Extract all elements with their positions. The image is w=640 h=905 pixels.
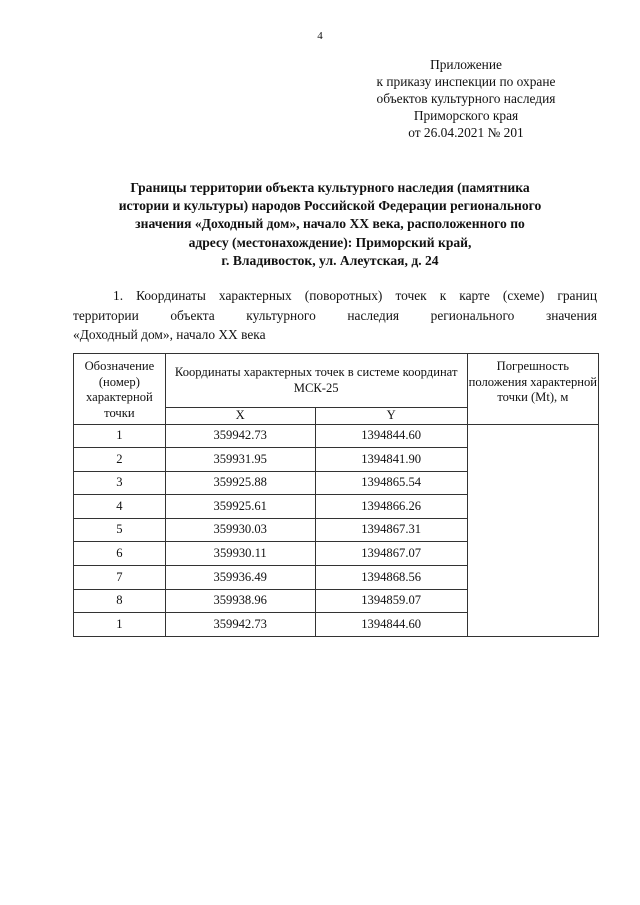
y-coordinate-cell: 1394844.60 <box>315 613 467 637</box>
y-header: Y <box>315 408 467 425</box>
x-coordinate-cell: 359931.95 <box>165 448 315 472</box>
error-header: Погрешность положения характерной точки (Mt), м <box>467 354 598 425</box>
y-coordinate-cell: 1394865.54 <box>315 471 467 495</box>
y-coordinate-cell: 1394841.90 <box>315 448 467 472</box>
document-title <box>80 179 580 270</box>
y-coordinate-cell: 1394844.60 <box>315 424 467 448</box>
title-line: Границы территории объекта культурного наследия (памятника <box>130 180 530 195</box>
point-number-cell: 6 <box>74 542 166 566</box>
y-coordinate-cell: 1394866.26 <box>315 495 467 519</box>
appendix-line: объектов культурного наследия <box>376 91 556 106</box>
point-number-cell: 1 <box>74 424 166 448</box>
point-number-cell: 4 <box>74 495 166 519</box>
paragraph-line: территории объекта культурного наследия регионального значения <box>73 307 597 323</box>
x-coordinate-cell: 359942.73 <box>165 424 315 448</box>
point-number-cell: 2 <box>74 448 166 472</box>
section-paragraph <box>73 286 597 345</box>
title-line: адресу (местонахождение): Приморский край, <box>188 234 472 250</box>
point-number-cell: 1 <box>74 613 166 637</box>
error-cell <box>467 424 598 636</box>
x-coordinate-cell: 359925.61 <box>165 495 315 519</box>
paragraph-line: 1. Координаты характерных (поворотных) точек к карте (схеме) границ <box>113 288 597 303</box>
x-header: X <box>165 408 315 425</box>
point-number-cell: 8 <box>74 589 166 613</box>
point-number-cell: 7 <box>74 566 166 590</box>
y-coordinate-cell: 1394859.07 <box>315 589 467 613</box>
appendix-line: Приложение <box>430 57 502 72</box>
table-row <box>74 424 599 448</box>
x-coordinate-cell: 359942.73 <box>165 613 315 637</box>
y-coordinate-cell: 1394867.31 <box>315 518 467 542</box>
y-coordinate-cell: 1394867.07 <box>315 542 467 566</box>
appendix-line: к приказу инспекции по охране <box>376 74 556 89</box>
appendix-block <box>356 56 576 141</box>
title-line: г. Владивосток, ул. Алеутская, д. 24 <box>221 252 439 268</box>
appendix-line: Приморского края <box>413 108 519 123</box>
appendix-date-line: от 26.04.2021 № 201 <box>408 125 524 140</box>
page-number: 4 <box>317 30 323 42</box>
title-line: значения «Доходный дом», начало XX века, расположенного по <box>135 216 525 232</box>
point-number-header: Обозначение (номер) характерной точки <box>74 354 166 425</box>
coordinates-table <box>73 353 599 637</box>
title-line: истории и культуры) народов Российской Федерации регионального <box>118 198 542 214</box>
x-coordinate-cell: 359925.88 <box>165 471 315 495</box>
x-coordinate-cell: 359930.03 <box>165 518 315 542</box>
x-coordinate-cell: 359936.49 <box>165 566 315 590</box>
y-coordinate-cell: 1394868.56 <box>315 566 467 590</box>
coordinates-header: Координаты характерных точек в системе координат МСК-25 <box>165 354 467 408</box>
point-number-cell: 5 <box>74 518 166 542</box>
paragraph-line: «Доходный дом», начало XX века <box>73 327 266 342</box>
x-coordinate-cell: 359930.11 <box>165 542 315 566</box>
x-coordinate-cell: 359938.96 <box>165 589 315 613</box>
point-number-cell: 3 <box>74 471 166 495</box>
